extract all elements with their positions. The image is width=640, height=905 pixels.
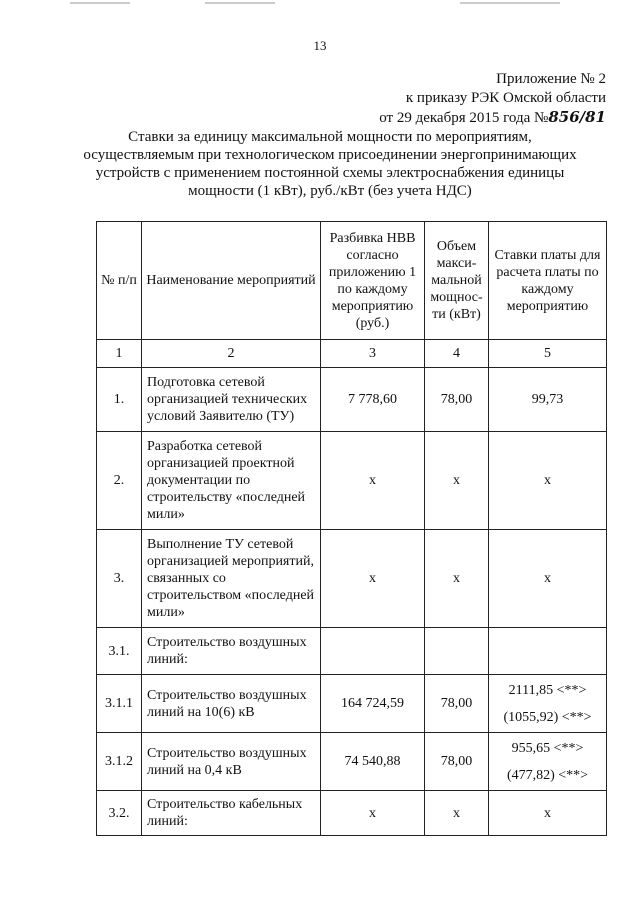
table-row xyxy=(97,432,607,530)
row-rate: x xyxy=(489,432,607,530)
row-rate-half: (1055,92) <**> xyxy=(503,709,592,725)
col-number: 1 xyxy=(97,340,142,368)
order-number-handwritten: 856/81 xyxy=(548,108,606,126)
row-nvv: x xyxy=(321,791,425,836)
row-volume: x xyxy=(425,791,489,836)
table-row xyxy=(97,733,607,791)
row-nvv: 74 540,88 xyxy=(321,733,425,791)
row-name: Выполнение ТУ сетевой организацией мероприятий, связанных со строительством «последней мили» xyxy=(142,530,321,628)
header-name: Наименование мероприятий xyxy=(142,222,321,340)
row-rate: x xyxy=(489,791,607,836)
table-row xyxy=(97,530,607,628)
title-line-2: осуществляемым при технологическом присоединении энергопринимающих xyxy=(83,147,577,163)
row-volume: 78,00 xyxy=(425,368,489,432)
row-volume: 78,00 xyxy=(425,733,489,791)
scan-noise-right xyxy=(460,2,560,4)
title-line-4: мощности (1 кВт), руб./кВт (без учета НДС) xyxy=(188,183,472,199)
row-nvv: x xyxy=(321,530,425,628)
row-volume xyxy=(425,628,489,675)
appendix-line-3 xyxy=(379,108,606,128)
col-number: 5 xyxy=(489,340,607,368)
title-line-1: Ставки за единицу максимальной мощности по мероприятиям, xyxy=(128,129,532,145)
row-nvv: x xyxy=(321,432,425,530)
row-nvv: 7 778,60 xyxy=(321,368,425,432)
row-name: Строительство воздушных линий на 0,4 кВ xyxy=(142,733,321,791)
header-nvv: Разбивка НВВ согласно приложению 1 по каждому мероприятию (руб.) xyxy=(321,222,425,340)
table-row xyxy=(97,791,607,836)
row-num: 3.1.2 xyxy=(97,733,142,791)
header-rate: Ставки платы для расчета платы по каждому мероприятию xyxy=(489,222,607,340)
order-date: от 29 декабря 2015 года № xyxy=(379,110,549,126)
row-num: 3.1. xyxy=(97,628,142,675)
row-rate-cell xyxy=(489,675,607,733)
row-rate-cell xyxy=(489,733,607,791)
table-row xyxy=(97,628,607,675)
row-rate: 99,73 xyxy=(489,368,607,432)
col-number: 2 xyxy=(142,340,321,368)
title-line-3: устройств с применением постоянной схемы электроснабжения единицы xyxy=(95,165,565,181)
rates-table xyxy=(96,221,607,836)
row-nvv: 164 724,59 xyxy=(321,675,425,733)
row-name: Строительство кабельных линий: xyxy=(142,791,321,836)
appendix-line-2: к приказу РЭК Омской области xyxy=(405,90,606,106)
row-nvv xyxy=(321,628,425,675)
page-number: 13 xyxy=(313,38,327,53)
col-number: 3 xyxy=(321,340,425,368)
row-rate xyxy=(489,628,607,675)
column-number-row xyxy=(97,340,607,368)
appendix-header xyxy=(379,70,606,128)
row-num: 2. xyxy=(97,432,142,530)
row-name: Разработка сетевой организацией проектной документации по строительству «последней мили» xyxy=(142,432,321,530)
row-name: Подготовка сетевой организацией технических условий Заявителю (ТУ) xyxy=(142,368,321,432)
row-num: 3. xyxy=(97,530,142,628)
row-volume: x xyxy=(425,432,489,530)
table-row xyxy=(97,368,607,432)
row-num: 3.2. xyxy=(97,791,142,836)
row-name: Строительство воздушных линий: xyxy=(142,628,321,675)
row-name: Строительство воздушных линий на 10(6) кВ xyxy=(142,675,321,733)
header-volume: Объем макси-мальной мощнос-ти (кВт) xyxy=(425,222,489,340)
document-title xyxy=(60,128,600,200)
appendix-line-1: Приложение № 2 xyxy=(496,71,606,87)
row-rate: 2111,85 <**> xyxy=(508,682,587,698)
row-num: 3.1.1 xyxy=(97,675,142,733)
scan-noise-left xyxy=(70,2,130,4)
header-row xyxy=(97,222,607,340)
table-row xyxy=(97,675,607,733)
row-rate: x xyxy=(489,530,607,628)
row-rate: 955,65 <**> xyxy=(511,740,584,756)
scan-noise-middle xyxy=(205,2,275,4)
col-number: 4 xyxy=(425,340,489,368)
row-rate-half: (477,82) <**> xyxy=(506,767,589,783)
row-num: 1. xyxy=(97,368,142,432)
row-volume: x xyxy=(425,530,489,628)
header-num: № п/п xyxy=(97,222,142,340)
row-volume: 78,00 xyxy=(425,675,489,733)
